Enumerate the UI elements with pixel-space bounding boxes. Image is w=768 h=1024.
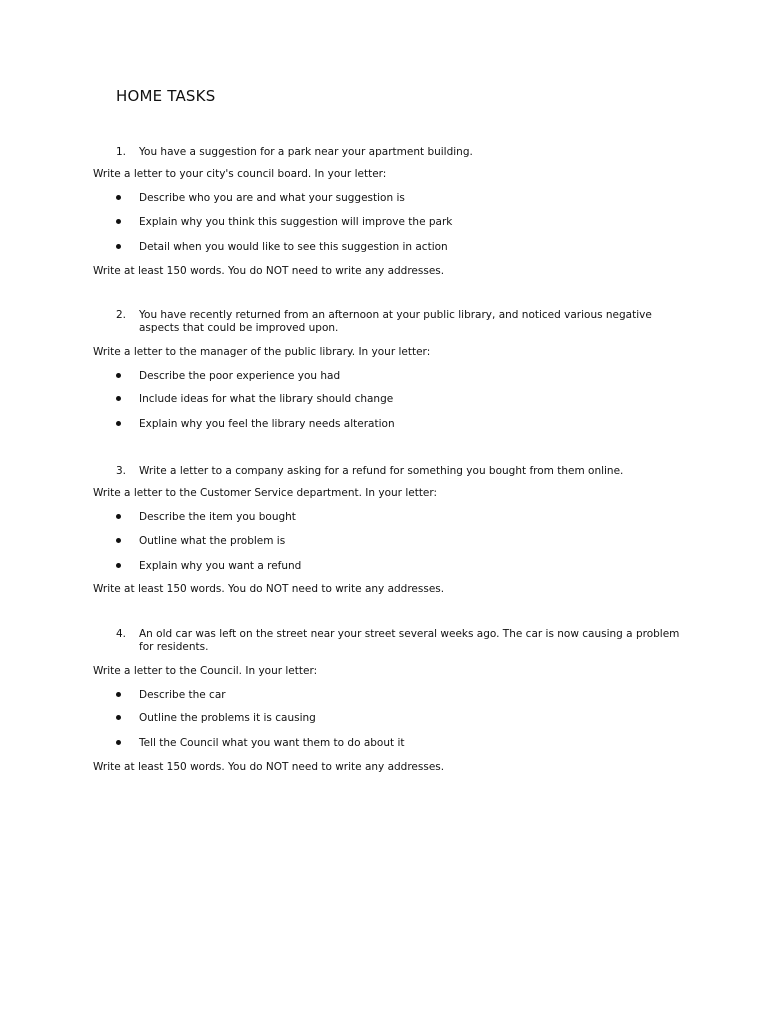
task-number: 4. (116, 628, 127, 640)
bullet-icon (116, 195, 121, 200)
bullet-icon (116, 692, 121, 697)
bullet-icon (116, 538, 121, 543)
task-bullet: Describe who you are and what your suggestion is (139, 192, 405, 204)
task-intro: Write a letter to the Council. In your letter: (93, 665, 318, 677)
task-bullet: Explain why you want a refund (139, 560, 302, 572)
task-bullet: Outline the problems it is causing (139, 712, 316, 724)
task-bullet: Explain why you feel the library needs alteration (139, 418, 395, 430)
task-bullet: Outline what the problem is (139, 535, 286, 547)
task-prompt: Write a letter to a company asking for a refund for something you bought from them online. (139, 465, 624, 477)
task-intro: Write a letter to the manager of the public library. In your letter: (93, 346, 431, 358)
task-footer: Write at least 150 words. You do NOT need to write any addresses. (93, 761, 445, 773)
bullet-icon (116, 244, 121, 249)
task-footer: Write at least 150 words. You do NOT need to write any addresses. (93, 265, 445, 277)
bullet-icon (116, 373, 121, 378)
bullet-icon (116, 514, 121, 519)
page-title: HOME TASKS (116, 87, 216, 105)
task-number: 3. (116, 465, 127, 477)
task-footer: Write at least 150 words. You do NOT need to write any addresses. (93, 583, 445, 595)
task-number: 1. (116, 146, 127, 158)
task-prompt: You have recently returned from an afternoon at your public library, and noticed various negative aspects that could be improved upon. (139, 309, 652, 334)
task-prompt: An old car was left on the street near your street several weeks ago. The car is now causing a problem for residents. (139, 628, 680, 653)
bullet-icon (116, 740, 121, 745)
task-bullet: Detail when you would like to see this suggestion in action (139, 241, 448, 253)
bullet-icon (116, 563, 121, 568)
bullet-icon (116, 421, 121, 426)
task-intro: Write a letter to your city's council board. In your letter: (93, 168, 387, 180)
task-bullet: Include ideas for what the library should change (139, 393, 394, 405)
bullet-icon (116, 396, 121, 401)
task-bullet: Describe the car (139, 689, 226, 701)
task-bullet: Describe the poor experience you had (139, 370, 341, 382)
task-intro: Write a letter to the Customer Service department. In your letter: (93, 487, 438, 499)
bullet-icon (116, 715, 121, 720)
task-bullet: Describe the item you bought (139, 511, 296, 523)
task-number: 2. (116, 309, 127, 321)
bullet-icon (116, 219, 121, 224)
task-bullet: Explain why you think this suggestion will improve the park (139, 216, 453, 228)
task-prompt: You have a suggestion for a park near your apartment building. (139, 146, 473, 158)
task-bullet: Tell the Council what you want them to do about it (139, 737, 405, 749)
